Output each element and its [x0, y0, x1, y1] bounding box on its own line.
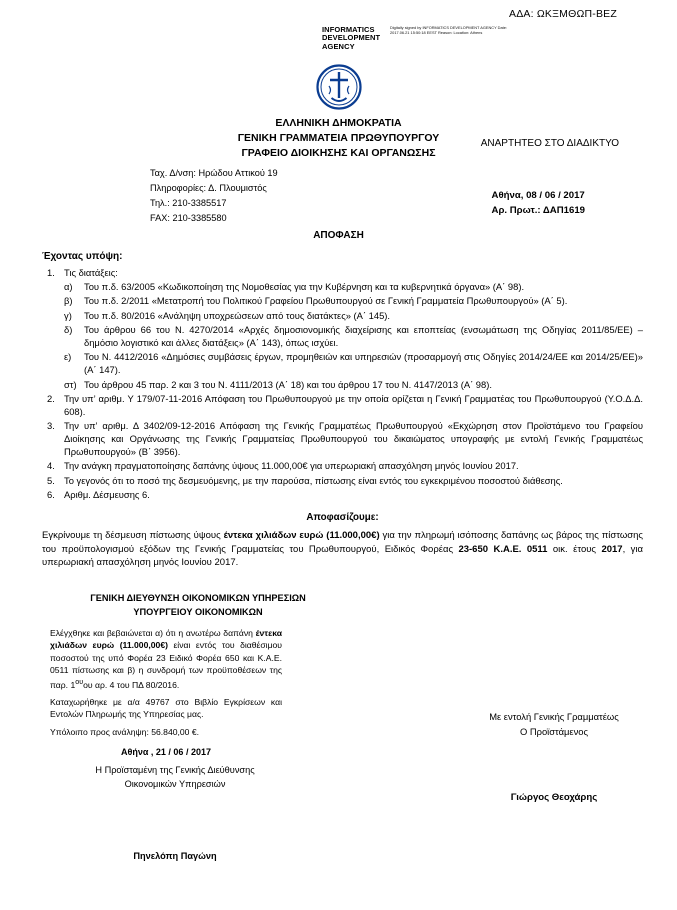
contact-info: Πληροφορίες: Δ. Πλουμιστός	[150, 182, 267, 193]
list-item	[64, 489, 643, 502]
place-date: Αθήνα, 08 / 06 / 2017	[491, 190, 585, 201]
list-item	[64, 420, 643, 459]
place-date-block	[492, 188, 585, 219]
sub-item-text: Του π.δ. 63/2005 «Κωδικοποίηση της Νομοθεσίας για την Κυβέρνηση και τα κυβερνητικά όργανα» (Α΄ 98).	[84, 280, 525, 292]
left-signer-title	[50, 764, 300, 792]
list-item	[64, 267, 643, 391]
remaining-balance: Υπόλοιπο προς ανάληψη: 56.840,00 €.	[50, 726, 200, 737]
contact-tel: Τηλ.: 210-3385517	[150, 197, 227, 208]
contact-fax: FAX: 210-3385580	[150, 212, 227, 223]
right-signer-name: Γιώργος Θεοχάρης	[510, 792, 598, 804]
resolution-budget-code: 23-650 Κ.Α.Ε. 0511	[458, 543, 548, 555]
org-line-1: ΕΛΛΗΝΙΚΗ ΔΗΜΟΚΡΑΤΙΑ	[275, 117, 402, 129]
digital-signature-stamp	[0, 20, 677, 62]
gd-title-line-1: ΓΕΝΙΚΗ ΔΙΕΥΘΥΝΣΗ ΟΙΚΟΝΟΜΙΚΩΝ ΥΠΗΡΕΣΙΩΝ	[90, 593, 306, 604]
list-item-text: Αριθμ. Δέσμευσης 6.	[64, 489, 150, 500]
list-item	[64, 324, 643, 350]
verification-sup: ου	[75, 677, 84, 686]
resolution-text-4: , για υπερωριακή απασχόληση μηνός Ιουνίου 2017.	[42, 543, 643, 569]
hellenic-republic-emblem-icon	[316, 64, 362, 113]
org-line-2: ΓΕΝΙΚΗ ΓΡΑΜΜΑΤΕΙΑ ΠΡΩΘΥΠΟΥΡΓΟΥ	[237, 131, 440, 144]
sub-item-marker: ε)	[64, 351, 72, 363]
left-signer-name: Πηνελόπη Παγώνη	[133, 851, 217, 862]
list-item	[64, 460, 643, 473]
sub-item-marker: β)	[64, 295, 73, 307]
sub-item-marker: γ)	[64, 309, 72, 321]
verification-text-b: είναι εντός του διαθέσιμου ποσοστού της υπό Φορέα 23 Ειδικό Φορέα 650 και Κ.Α.Ε. 0511 πίστωσης και β) η συνδρομή των προϋποθέσεων της παρ. 1	[50, 640, 283, 690]
emblem-container	[0, 64, 677, 112]
verification-registration: Καταχωρήθηκε με α/α 49767 στο Βιβλίο Εγκρίσεων και Εντολών Πληρωμής της Υπηρεσίας μας.	[50, 696, 282, 720]
verification-date: Αθήνα , 21 / 06 / 2017	[121, 746, 211, 757]
sub-item-text: Του π.δ. 2/2011 «Μετατροπή του Πολιτικού Γραφείου Πρωθυπουργού σε Γενική Γραμματεία Πρωθυπουργού» (Α΄ 5).	[84, 295, 568, 307]
list-item-text: Την υπ’ αριθμ. Δ 3402/09-12-2016 Απόφαση της Γενικής Γραμματέως Πρωθυπουργού «Εκχώρηση στον Προϊστάμενο του Γραφείου Διοίκησης και Οργάνωσης της Γενικής Γραμματείας Πρωθυπουργού του δικαιώματος υπογραφής με εντολή Γενικής Γραμματέως Πρωθυπουργού» (Β΄ 3956).	[64, 420, 643, 457]
list-item-text: Το γεγονός ότι το ποσό της δεσμευόμενης, με την παρούσα, πίστωσης είναι εντός του εγκεκριμένου ποσοστού διάθεσης.	[64, 474, 563, 486]
document-body	[0, 251, 677, 570]
list-item-text: Την υπ’ αριθμ. Υ 179/07-11-2016 Απόφαση του Πρωθυπουργού με την οποία ορίζεται η Γενική Γραμματέας του Πρωθυπουργού (Υ.Ο.Δ.Δ. 608).	[64, 392, 643, 417]
resolution-amount: έντεκα χιλιάδων ευρώ (11.000,00€)	[223, 529, 380, 541]
resolution-paragraph	[42, 529, 643, 570]
resolution-text-1: Εγκρίνουμε τη δέσμευση πίστωσης ύψους	[42, 529, 224, 541]
left-signer-line-2: Οικονομικών Υπηρεσιών	[124, 778, 226, 789]
general-directorate-title	[58, 592, 338, 619]
stamp-signature-details: Digitally signed by INFORMATICS DEVELOPMENT AGENCY Date: 2017.06.21 15:50:18 EEST Reason: Location: Athens	[390, 25, 507, 35]
resolution-text-3: οικ. έτους	[547, 543, 602, 555]
sub-list	[64, 281, 643, 392]
list-item	[64, 393, 643, 419]
list-item	[64, 378, 643, 392]
sub-item-marker: δ)	[64, 324, 73, 335]
list-item	[64, 295, 643, 308]
right-signer-line-1: Με εντολή Γενικής Γραμματέως	[489, 711, 619, 723]
sub-item-text: Του άρθρου 45 παρ. 2 και 3 του Ν. 4111/2013 (Α΄ 18) και του άρθρου 17 του Ν. 4147/2013 (Α΄ 98).	[84, 378, 492, 390]
resolution-title: Αποφασίζουμε:	[306, 511, 379, 523]
sub-item-text: Του άρθρου 66 του Ν. 4270/2014 «Αρχές δημοσιονομικής διαχείρισης και εποπτείας (ενσωμάτωση της Οδηγίας 2011/85/ΕΕ) – δημόσιο λογιστικό και άλλες διατάξεις» (Α΄ 143), όπως ισχύει.	[84, 324, 643, 348]
preamble-list	[42, 267, 643, 502]
sub-item-text: Του π.δ. 80/2016 «Ανάληψη υποχρεώσεων από τους διατάκτες» (Α΄ 145).	[84, 309, 391, 321]
list-item	[64, 309, 643, 323]
protocol-number: Αρ. Πρωτ.: ΔΑΠ1619	[491, 205, 585, 217]
list-item-text: Την ανάγκη πραγματοποίησης δαπάνης ύψους 11.000,00€ για υπερωριακή απασχόληση μηνός Ιουνίου 2017.	[64, 460, 519, 472]
sub-item-text: Του Ν. 4412/2016 «Δημόσιες συμβάσεις έργων, προμηθειών και υπηρεσιών (προσαρμογή στις Οδηγίες 2014/24/ΕΕ και 2014/25/ΕΕ)» (Α΄ 147).	[84, 351, 643, 376]
stamp-agency-name: INFORMATICS DEVELOPMENT AGENCY	[322, 25, 381, 51]
sub-item-marker: α)	[64, 280, 73, 292]
preamble-title: Έχοντας υπόψη:	[42, 251, 123, 262]
sub-item-marker: στ)	[64, 378, 77, 390]
verification-paragraph	[50, 627, 282, 691]
verification-text-a: Ελέγχθηκε και βεβαιώνεται α) ότι η ανωτέρω δαπάνη	[50, 627, 253, 638]
list-item-text: Τις διατάξεις:	[64, 267, 118, 278]
list-item	[64, 280, 643, 294]
contact-address: Ταχ. Δ/νση: Ηρώδου Αττικού 19	[150, 168, 278, 178]
right-signer-line-2: Ο Προϊστάμενος	[519, 725, 589, 737]
list-item	[64, 351, 643, 377]
ada-reference: ΑΔΑ: ΩΚΞΜΘΩΠ-ΒΕΖ	[509, 8, 617, 20]
verification-text	[50, 627, 282, 721]
verification-amount: έντεκα χιλιάδων ευρώ (11.000,00€)	[50, 627, 283, 651]
decision-title: ΑΠΟΦΑΣΗ	[313, 230, 364, 241]
resolution-text-2: για την πληρωμή ισόποσης δαπάνης ως βάρος της πίστωσης του προϋπολογισμού εξόδων της Γενικής Γραμματείας του Πρωθυπουργού, Ειδικός Φορέας	[42, 529, 643, 555]
org-line-3: ΓΡΑΦΕΙΟ ΔΙΟΙΚΗΣΗΣ ΚΑΙ ΟΡΓΑΝΩΣΗΣ	[241, 146, 436, 159]
resolution-year: 2017	[601, 543, 623, 555]
contact-block	[150, 166, 278, 226]
document-header	[0, 116, 677, 228]
right-signer-title	[469, 710, 639, 739]
list-item	[64, 475, 643, 488]
verification-section	[0, 592, 677, 861]
gd-title-line-2: ΥΠΟΥΡΓΕΙΟΥ ΟΙΚΟΝΟΜΙΚΩΝ	[133, 606, 263, 617]
verification-text-b2: ου αρ. 4 του ΠΔ 80/2016.	[83, 679, 180, 690]
left-signer-line-1: Η Προϊσταμένη της Γενικής Διεύθυνσης	[95, 764, 255, 775]
publication-notice: ΑΝΑΡΤΗΤΕΟ ΣΤΟ ΔΙΑΔΙΚΤΥΟ	[480, 138, 619, 149]
